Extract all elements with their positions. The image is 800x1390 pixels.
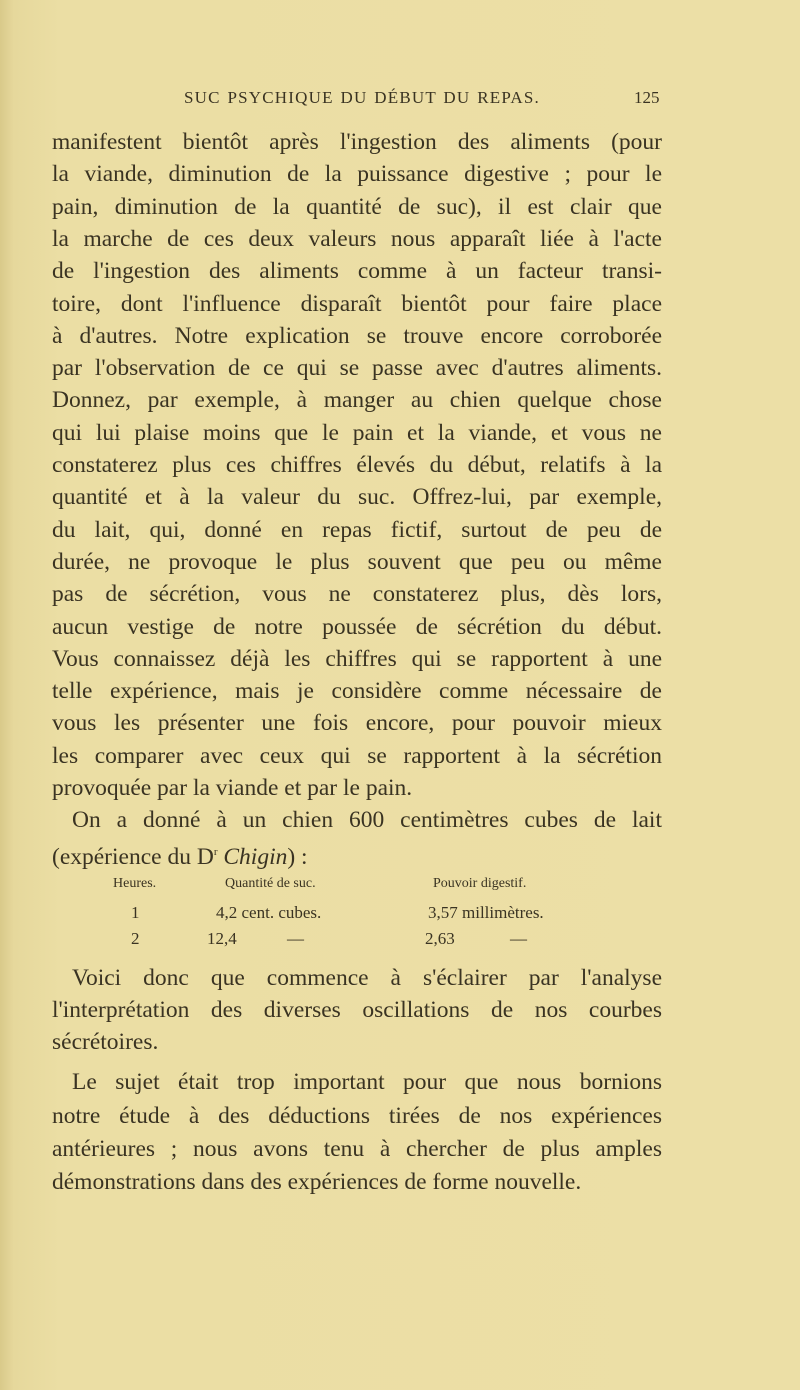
- paragraph1-line: pain, diminution de la quantité de suc), il est clair que: [52, 194, 662, 220]
- paragraph4-line: démonstrations dans des expériences de forme nouvelle.: [52, 1169, 582, 1195]
- table-header-power: Pouvoir digestif.: [433, 876, 527, 891]
- paragraph1-line: vous les présenter une fois encore, pour pouvoir mieux: [52, 710, 662, 736]
- paragraph4-line: antérieures ; nous avons tenu à chercher de plus amples: [52, 1136, 662, 1162]
- table-cell-quantity-unit: —: [287, 929, 304, 948]
- citation-suffix: ) :: [287, 843, 308, 870]
- table-cell-power: 2,63: [425, 929, 455, 948]
- paragraph4-line: notre étude à des déductions tirées de nos expériences: [52, 1103, 662, 1129]
- paragraph1-line: Vous connaissez déjà les chiffres qui se rapportent à une: [52, 646, 662, 672]
- paragraph1-line: qui lui plaise moins que le pain et la viande, et vous ne: [52, 420, 662, 446]
- page-number: 125: [634, 88, 660, 107]
- paragraph1-line: telle expérience, mais je considère comme nécessaire de: [52, 678, 662, 704]
- paragraph1-line: du lait, qui, donné en repas fictif, surtout de peu de: [52, 517, 662, 543]
- table-cell-hour: 2: [131, 929, 140, 948]
- paragraph1-line: la marche de ces deux valeurs nous apparaît liée à l'acte: [52, 226, 662, 252]
- running-head-title: SUC PSYCHIQUE DU DÉBUT DU REPAS.: [184, 88, 540, 107]
- paragraph1-line: à d'autres. Notre explication se trouve encore corroborée: [52, 323, 662, 349]
- paragraph4-line: Le sujet était trop important pour que nous bornions: [72, 1069, 662, 1095]
- paragraph1-line: Donnez, par exemple, à manger au chien quelque chose: [52, 387, 662, 413]
- paragraph3-line: l'interprétation des diverses oscillations de nos courbes: [52, 997, 662, 1023]
- table-header-quantity: Quantité de suc.: [225, 876, 316, 891]
- table-cell-power-unit: —: [510, 929, 527, 948]
- table-header-hours: Heures.: [113, 876, 157, 891]
- paragraph2-line2: [52, 836, 662, 868]
- paragraph1-line: aucun vestige de notre poussée de sécrétion du début.: [52, 614, 662, 640]
- citation-prefix: (expérience du D: [52, 843, 214, 870]
- citation-name: Chigin: [223, 843, 288, 870]
- paragraph1-line: les comparer avec ceux qui se rapportent à la sécrétion: [52, 743, 662, 769]
- paragraph1-line: pas de sécrétion, vous ne constaterez plus, dès lors,: [52, 581, 662, 607]
- paragraph1-line: provoquée par la viande et par le pain.: [52, 775, 413, 801]
- paragraph1-line: manifestent bientôt après l'ingestion des aliments (pour: [52, 129, 662, 155]
- table-cell-power: 3,57 millimètres.: [428, 903, 544, 922]
- paragraph1-line: de l'ingestion des aliments comme à un facteur transi-: [52, 258, 662, 284]
- paragraph1-line: toire, dont l'influence disparaît bientôt pour faire place: [52, 291, 662, 317]
- paragraph2-line1: On a donné à un chien 600 centimètres cubes de lait: [72, 807, 662, 833]
- paragraph3-line: Voici donc que commence à s'éclairer par l'analyse: [72, 965, 662, 991]
- table-cell-hour: 1: [131, 903, 140, 922]
- paragraph1-line: quantité et à la valeur du suc. Offrez-lui, par exemple,: [52, 484, 662, 510]
- paragraph3-line: sécrétoires.: [52, 1029, 159, 1055]
- paragraph1-line: la viande, diminution de la puissance digestive ; pour le: [52, 161, 662, 187]
- paragraph1-line: constaterez plus ces chiffres élevés du début, relatifs à la: [52, 452, 662, 478]
- paragraph1-line: durée, ne provoque le plus souvent que peu ou même: [52, 549, 662, 575]
- citation-sup: r: [213, 846, 218, 858]
- paragraph1-line: par l'observation de ce qui se passe avec d'autres aliments.: [52, 355, 662, 381]
- table-cell-quantity: 4,2 cent. cubes.: [216, 903, 322, 922]
- table-cell-quantity: 12,4: [207, 929, 237, 948]
